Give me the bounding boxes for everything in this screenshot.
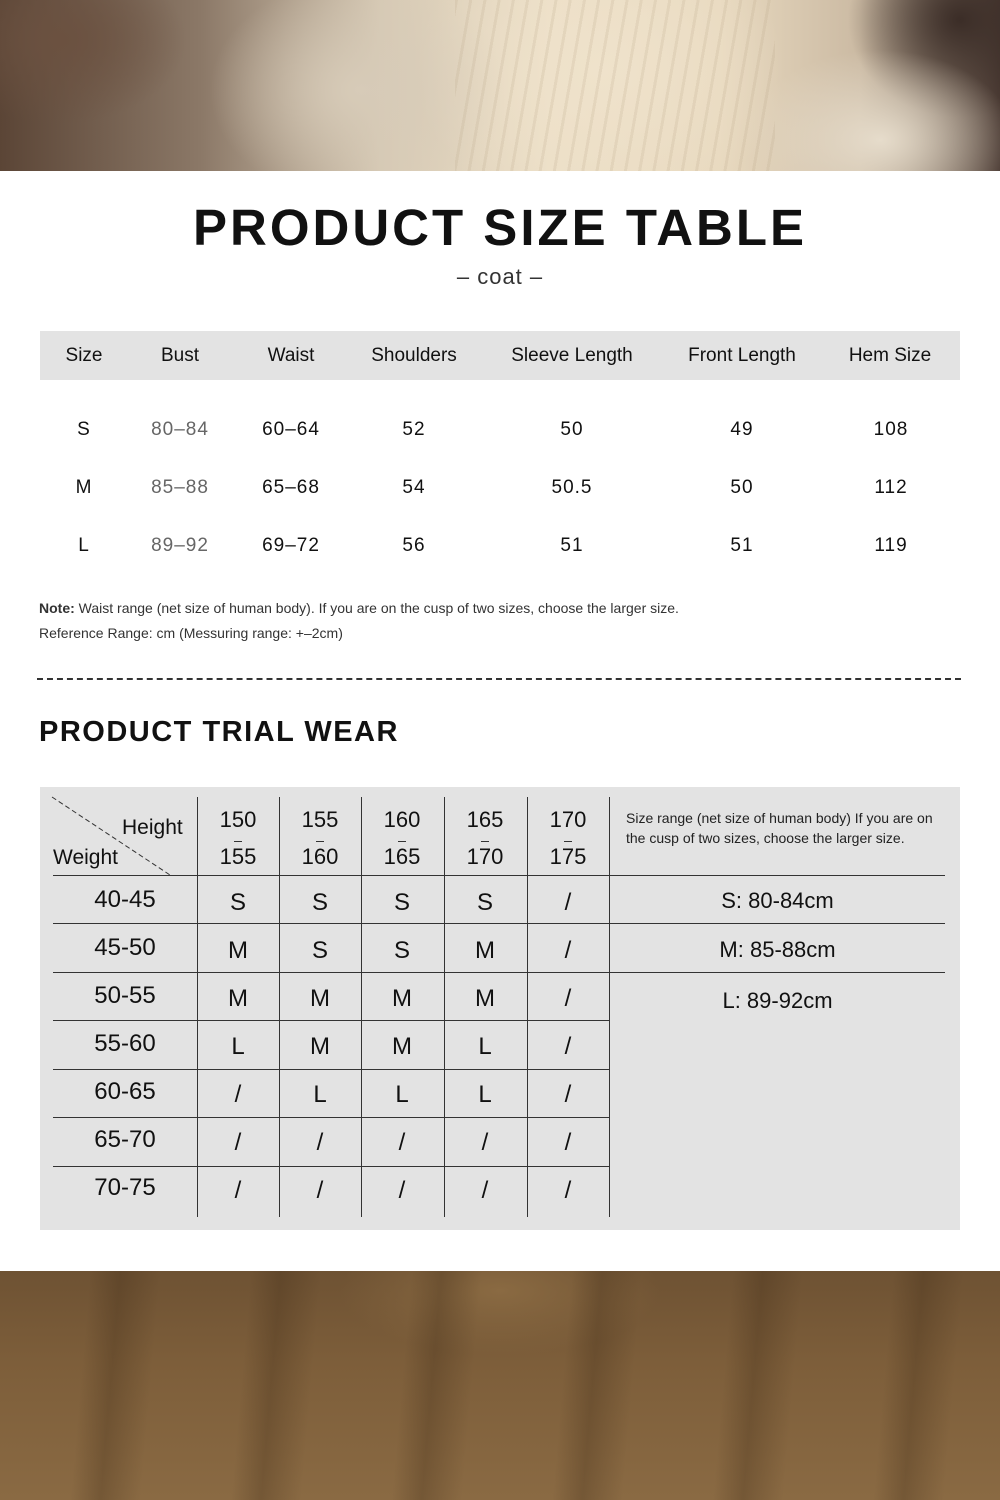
cell-hem-size: 112	[874, 477, 908, 498]
size-cell: M	[392, 985, 412, 1012]
cell-sleeve-length: 50	[560, 419, 584, 440]
size-cell: /	[564, 985, 572, 1012]
row-divider	[53, 1117, 610, 1118]
knit-texture	[455, 0, 775, 171]
trial-side-note: Size range (net size of human body) If you are on the cusp of two sizes, choose the larger size.	[626, 810, 933, 846]
note-label: Note:	[39, 600, 75, 616]
cell-shoulders: 54	[402, 477, 426, 498]
size-note	[39, 596, 679, 646]
cell-waist: 69–72	[262, 535, 320, 556]
size-cell: S	[311, 937, 328, 964]
cell-front-length: 50	[730, 477, 754, 498]
size-cell: M	[475, 937, 495, 964]
size-cell: /	[564, 1033, 572, 1060]
page-title: PRODUCT SIZE TABLE	[192, 199, 808, 256]
header-front-length: Front Length	[688, 345, 796, 366]
size-cell: S	[393, 937, 410, 964]
size-cell: /	[564, 1129, 572, 1156]
bust-range-m: M: 85-88cm	[719, 937, 836, 962]
cell-front-length: 51	[730, 535, 754, 556]
header-waist: Waist	[267, 345, 315, 366]
cell-waist: 65–68	[262, 477, 320, 498]
size-cell: L	[313, 1081, 327, 1108]
row-divider	[53, 923, 945, 924]
size-cell: /	[398, 1177, 406, 1204]
cell-hem-size: 108	[873, 419, 909, 440]
size-cell: /	[564, 1177, 572, 1204]
size-cell: /	[481, 1129, 489, 1156]
cell-sleeve-length: 50.5	[551, 477, 593, 498]
trial-wear-table	[40, 787, 960, 1230]
page-subtitle: – coat –	[456, 264, 544, 289]
header-bust: Bust	[160, 345, 200, 366]
weight-row-label: 45-50	[94, 934, 156, 961]
weight-row-label: 70-75	[94, 1174, 156, 1201]
size-cell: L	[231, 1033, 245, 1060]
size-cell: /	[234, 1177, 242, 1204]
size-cell: /	[234, 1129, 242, 1156]
header-size: Size	[65, 345, 103, 366]
weight-row-label: 55-60	[94, 1030, 156, 1057]
height-col-4: 165 170	[445, 801, 525, 875]
size-cell: /	[316, 1129, 324, 1156]
size-cell: M	[228, 937, 248, 964]
cell-size: L	[78, 535, 90, 556]
size-cell: /	[564, 937, 572, 964]
row-divider	[53, 875, 945, 876]
cell-front-length: 49	[730, 419, 754, 440]
bottom-product-photo	[0, 1271, 1000, 1500]
size-cell: M	[392, 1033, 412, 1060]
height-col-1: 150 155	[198, 801, 278, 875]
size-cell: S	[229, 889, 246, 916]
size-cell: M	[475, 985, 495, 1012]
cell-shoulders: 52	[402, 419, 426, 440]
weight-row-label: 50-55	[94, 982, 156, 1009]
size-cell: S	[476, 889, 493, 916]
size-cell: /	[316, 1177, 324, 1204]
corner-height-label: Height	[122, 816, 183, 839]
dashed-divider	[37, 678, 961, 680]
bust-range-l: L: 89-92cm	[722, 988, 833, 1013]
size-cell: L	[478, 1033, 492, 1060]
cell-bust: 89–92	[151, 535, 209, 556]
cell-waist: 60–64	[262, 419, 320, 440]
size-cell: /	[234, 1081, 242, 1108]
size-cell: /	[398, 1129, 406, 1156]
size-cell: L	[395, 1081, 409, 1108]
row-divider	[53, 972, 945, 973]
size-cell: M	[228, 985, 248, 1012]
weight-row-label: 65-70	[94, 1126, 156, 1153]
height-col-2: 155 160	[280, 801, 360, 875]
bust-range-s: S: 80-84cm	[721, 888, 834, 913]
cell-sleeve-length: 51	[560, 535, 584, 556]
cell-shoulders: 56	[402, 535, 426, 556]
size-cell: S	[393, 889, 410, 916]
top-product-photo	[0, 0, 1000, 171]
weight-row-label: 60-65	[94, 1078, 156, 1105]
size-cell: L	[478, 1081, 492, 1108]
cell-bust: 80–84	[151, 419, 209, 440]
size-cell: /	[481, 1177, 489, 1204]
size-cell: /	[564, 889, 572, 916]
corner-weight-label: Weight	[53, 846, 118, 869]
size-cell: S	[311, 889, 328, 916]
trial-wear-title: PRODUCT TRIAL WEAR	[39, 716, 399, 748]
size-cell: M	[310, 985, 330, 1012]
cell-size: S	[77, 419, 91, 440]
header-sleeve-length: Sleeve Length	[511, 345, 633, 366]
cell-size: M	[75, 477, 93, 498]
cell-hem-size: 119	[874, 535, 908, 556]
weight-row-label: 40-45	[94, 886, 156, 913]
note-reference: Reference Range: cm (Messuring range: +–2cm)	[39, 625, 343, 641]
header-shoulders: Shoulders	[371, 345, 457, 366]
row-divider	[53, 1166, 610, 1167]
size-table-header	[40, 331, 960, 380]
cell-bust: 85–88	[151, 477, 209, 498]
size-cell: /	[564, 1081, 572, 1108]
row-divider	[53, 1069, 610, 1070]
size-cell: M	[310, 1033, 330, 1060]
header-hem-size: Hem Size	[848, 345, 932, 366]
row-divider	[53, 1020, 610, 1021]
height-col-3: 160 165	[362, 801, 442, 875]
note-text: Waist range (net size of human body). If you are on the cusp of two sizes, choose the larger size.	[74, 600, 679, 616]
height-col-5: 170 175	[528, 801, 608, 875]
